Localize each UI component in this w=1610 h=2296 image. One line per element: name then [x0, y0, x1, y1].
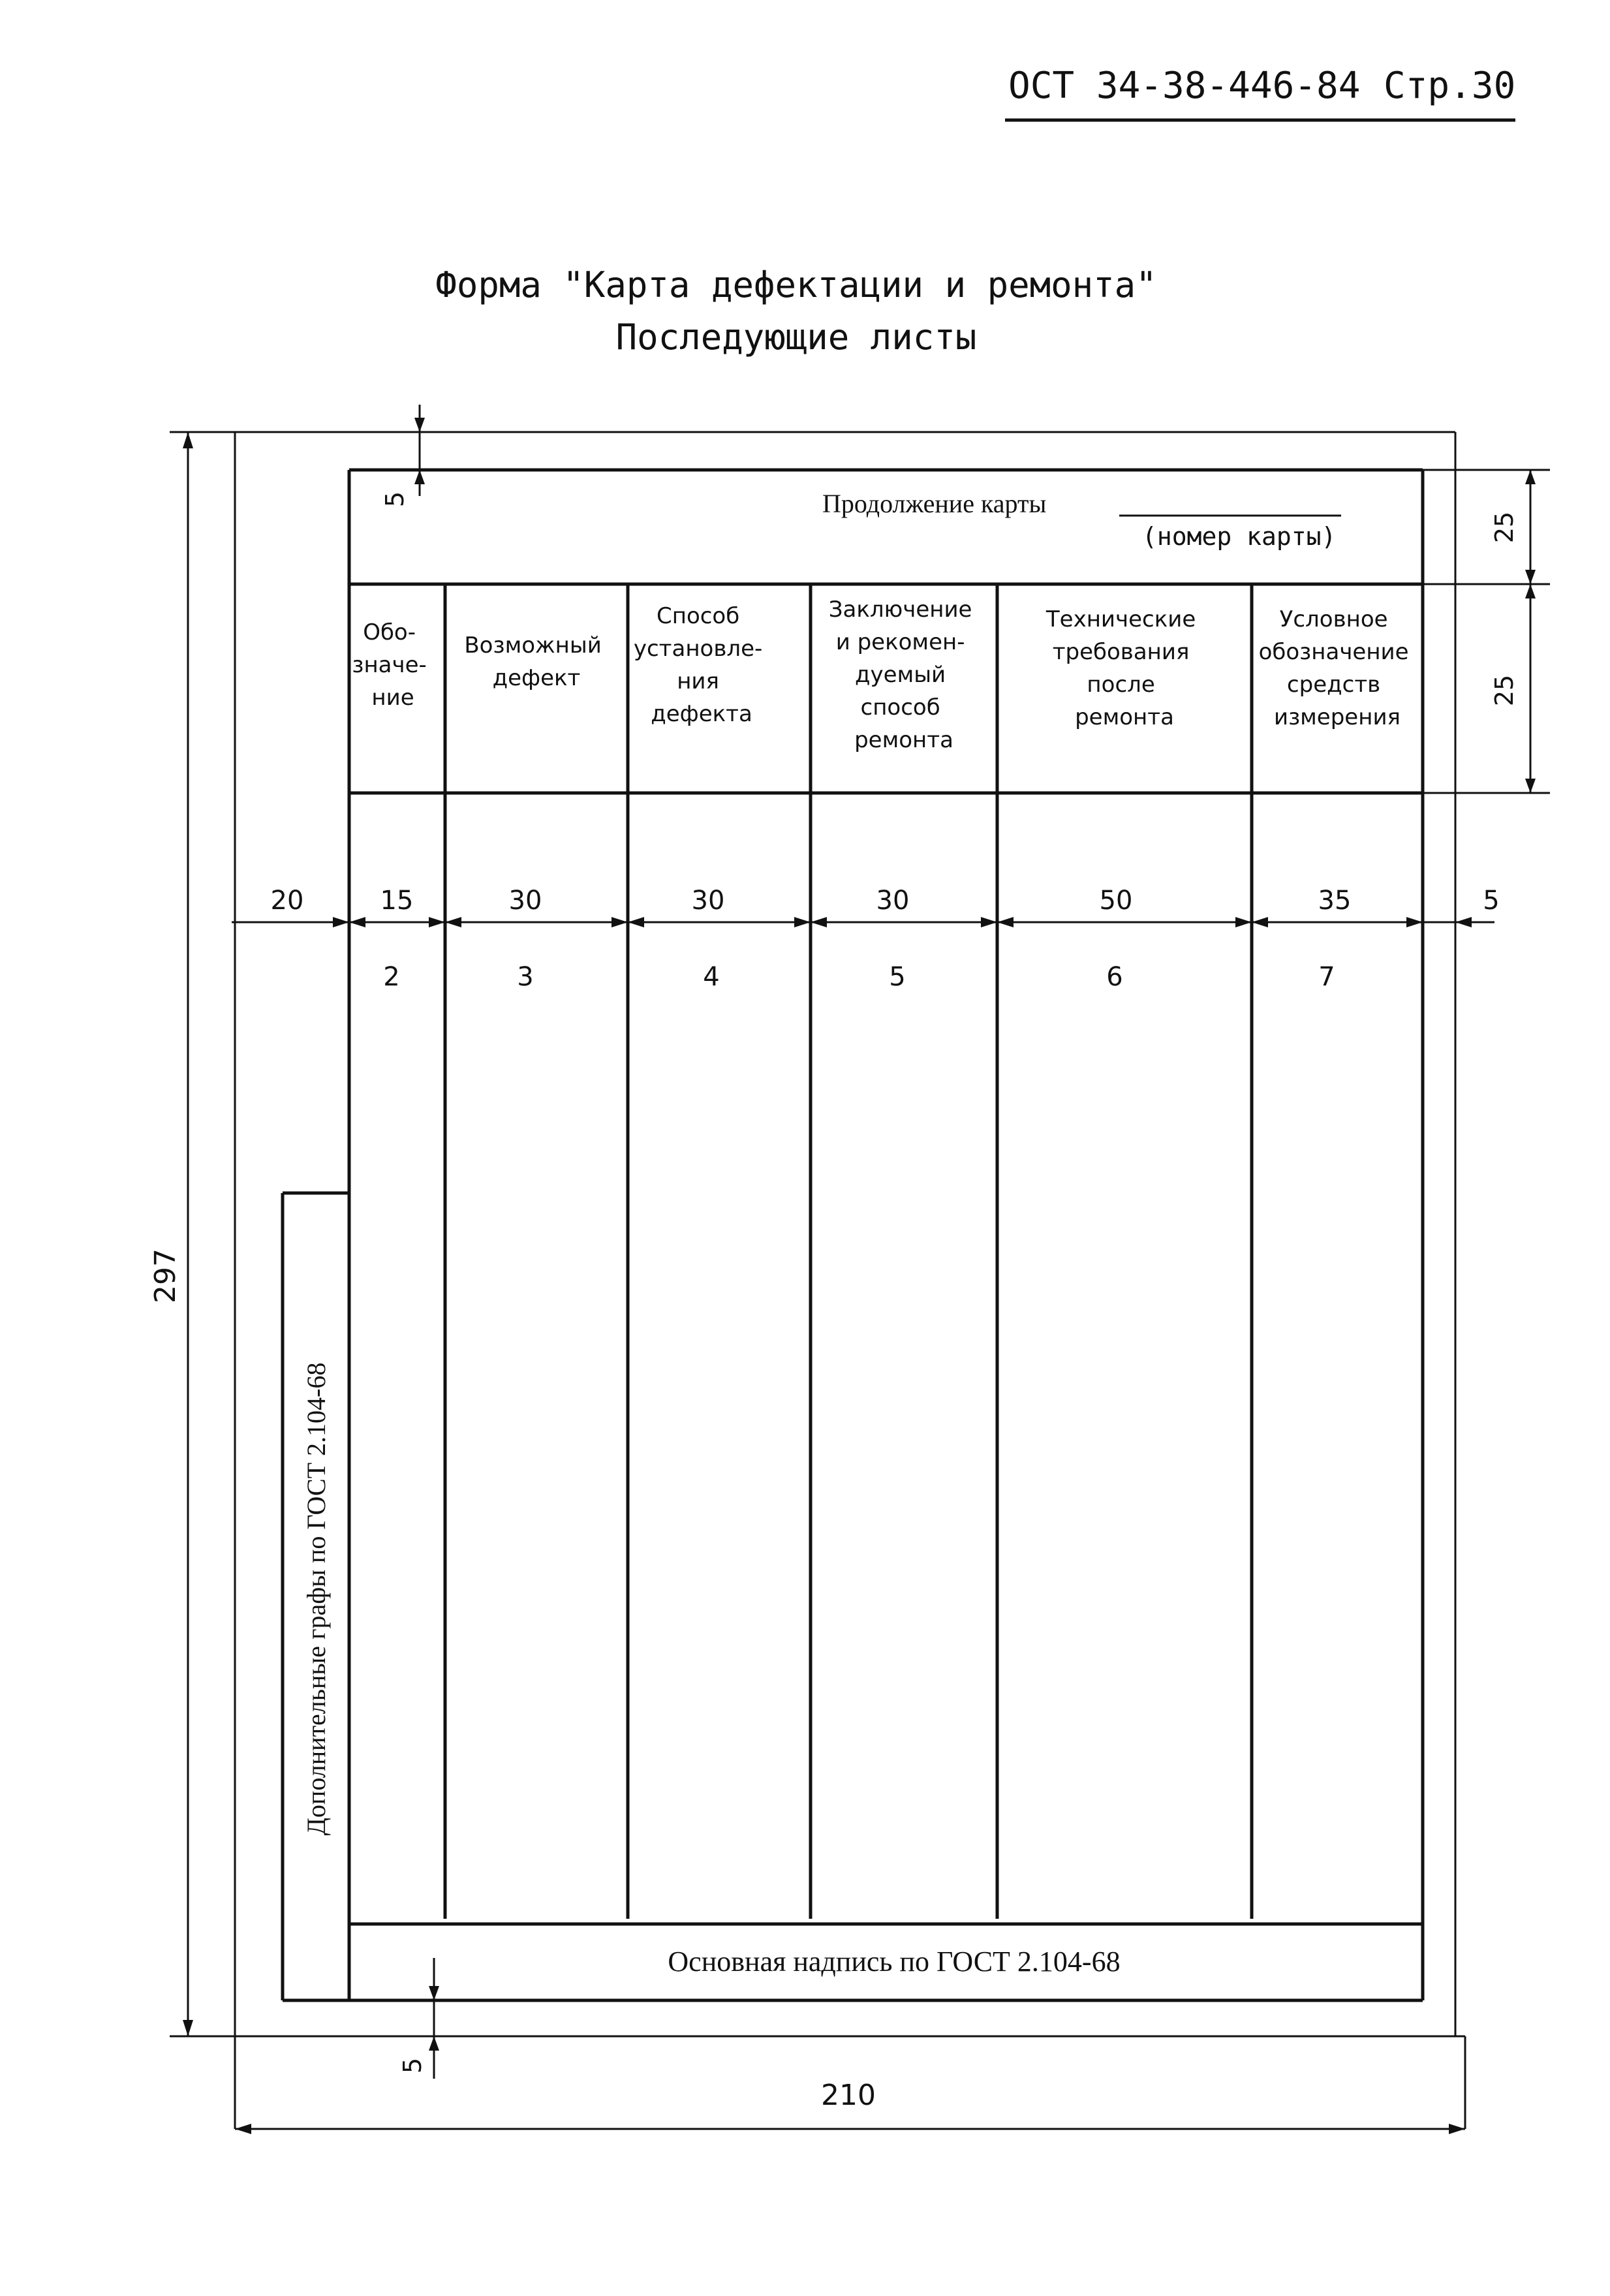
- right-height-dimensions: [1423, 470, 1550, 793]
- col-number-5: 5: [889, 962, 906, 992]
- dim-bottom-offset: 5: [398, 2057, 427, 2074]
- sheet-width-dimension: [235, 2124, 1465, 2134]
- title-line-2: Последующие листы: [615, 317, 977, 358]
- card-number-hint: (номер карты): [1142, 522, 1337, 551]
- sheet-outline: [170, 432, 1465, 2129]
- bottom-offset-dimension: [429, 1958, 439, 2079]
- col-number-4: 4: [703, 962, 720, 992]
- continuation-label: Продолжение карты: [822, 489, 1047, 518]
- dim-left-margin: 20: [270, 886, 304, 916]
- dim-column-header-height: 25: [1490, 674, 1519, 707]
- doc-code: ОСТ 34-38-446-84: [1008, 65, 1361, 107]
- col-number-6: 6: [1106, 962, 1123, 992]
- col-width-3: 30: [691, 886, 725, 916]
- col-number-7: 7: [1318, 962, 1335, 992]
- column-header-4: Заключение и рекомен- дуемый способ ремонта: [828, 597, 972, 753]
- dim-right-margin: 5: [1483, 886, 1500, 916]
- footer-label: Основная надпись по ГОСТ 2.104-68: [668, 1946, 1121, 1978]
- column-header-5: Технические требования после ремонта: [1045, 606, 1196, 730]
- col-number-2: 2: [383, 962, 400, 992]
- title-line-1: Форма "Карта дефектации и ремонта": [435, 264, 1157, 305]
- column-header-6: Условное обозначение средств измерения: [1258, 606, 1409, 730]
- column-header-2: Возможный дефект: [464, 632, 602, 691]
- side-strip-label: Дополнительные графы по ГОСТ 2.104-68: [302, 1362, 331, 1836]
- col-width-5: 50: [1099, 886, 1133, 916]
- column-separators: [445, 584, 1252, 1919]
- col-number-3: 3: [517, 962, 534, 992]
- dim-sheet-height: 297: [149, 1249, 182, 1303]
- dim-sheet-width: 210: [821, 2079, 876, 2112]
- column-header-1: Обо- значе- ние: [352, 619, 427, 711]
- col-width-2: 30: [508, 886, 542, 916]
- col-width-6: 35: [1318, 886, 1352, 916]
- dim-header-row-height: 25: [1490, 511, 1519, 544]
- width-dimension-line: [232, 917, 1494, 927]
- top-offset-dimension: [414, 405, 425, 496]
- col-width-1: 15: [380, 886, 414, 916]
- dim-top-offset: 5: [380, 491, 409, 508]
- sheet-height-dimension: [183, 432, 193, 2036]
- column-header-3: Способ установле- ния дефекта: [633, 603, 763, 727]
- page-label: Стр.30: [1384, 65, 1516, 107]
- col-width-4: 30: [876, 886, 910, 916]
